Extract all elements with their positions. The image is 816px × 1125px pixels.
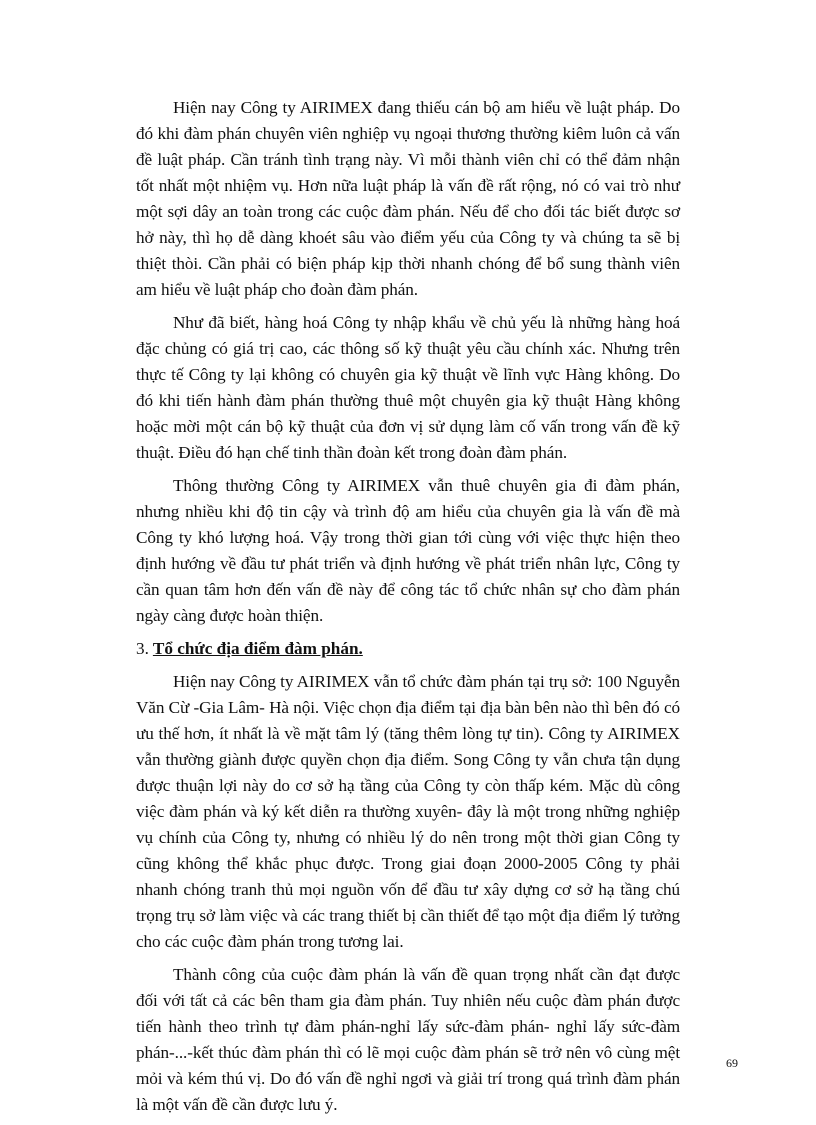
paragraph-rest-entertainment: Thành công của cuộc đàm phán là vấn đề quan trọng nhất cần đạt được đối với tất cả các bên tham gia đàm phán. Tuy nhiên nếu cuộc đàm phán được tiến hành theo trình tự đàm phán-nghỉ lấy sức-đàm phán- nghỉ lấy sức-đàm phán-...-kết thúc đàm phán thì có lẽ mọi cuộc đàm phán sẽ trở nên vô cùng mệt mỏi và kém thú vị. Do đó vấn đề nghỉ ngơi và giải trí trong quá trình đàm phán là một vấn đề cần được lưu ý. xyxy=(136,965,680,1114)
paragraph-venue: Hiện nay Công ty AIRIMEX vẫn tổ chức đàm phán tại trụ sở: 100 Nguyễn Văn Cừ -Gia Lâm- Hà nội. Việc chọn địa điểm tại địa bàn bên nào thì bên đó có ưu thế hơn, ít nhất là về mặt tâm lý (tăng thêm lòng tự tin). Công ty AIRIMEX vẫn thường giành được quyền chọn địa điểm. Song Công ty vẫn chưa tận dụng được thuận lợi này do cơ sở hạ tầng của Công ty còn thấp kém. Mặc dù công việc đàm phán và ký kết diễn ra thường xuyên- đây là một trong những nghiệp vụ chính của Công ty, nhưng có nhiều lý do nên trong một thời gian Công ty cũng không thể khắc phục được. Trong giai đoạn 2000-2005 Công ty phải nhanh chóng tranh thủ mọi nguồn vốn để đầu tư xây dựng cơ sở hạ tầng chú trọng trụ sở làm việc và các trang thiết bị cần thiết để tạo một địa điểm lý tưởng cho các cuộc đàm phán trong tương lai. xyxy=(136,672,680,951)
paragraph-legal-expertise: Hiện nay Công ty AIRIMEX đang thiếu cán bộ am hiểu về luật pháp. Do đó khi đàm phán chuyên viên nghiệp vụ ngoại thương thường kiêm luôn cả vấn đề luật pháp. Cần tránh tình trạng này. Vì mỗi thành viên chỉ có thể đảm nhận tốt nhất một nhiệm vụ. Hơn nữa luật pháp là vấn đề rất rộng, nó có vai trò như một sợi dây an toàn trong các cuộc đàm phán. Nếu để cho đối tác biết được sơ hở này, thì họ dễ dàng khoét sâu vào điểm yếu của Công ty và chúng ta sẽ bị thiệt thòi. Cần phải có biện pháp kịp thời nhanh chóng để bổ sung thành viên am hiểu về luật pháp cho đoàn đàm phán. xyxy=(136,98,680,299)
page-number: 69 xyxy=(726,1056,738,1070)
section-heading xyxy=(136,636,680,662)
document-body xyxy=(136,95,680,1125)
paragraph-hiring-experts: Thông thường Công ty AIRIMEX vẫn thuê chuyên gia đi đàm phán, nhưng nhiều khi độ tin cậy và trình độ am hiểu của chuyên gia là vấn đề mà Công ty khó lượng hoá. Vậy trong thời gian tới cùng với việc thực hiện theo định hướng về đầu tư phát triển và định hướng về phát triển nhân lực, Công ty cần quan tâm hơn đến vấn đề này để công tác tổ chức nhân sự cho đàm phán ngày càng được hoàn thiện. xyxy=(136,476,680,625)
paragraph-technical-expert: Như đã biết, hàng hoá Công ty nhập khẩu về chủ yếu là những hàng hoá đặc chủng có giá trị cao, các thông số kỹ thuật yêu cầu chính xác. Nhưng trên thực tế Công ty lại không có chuyên gia kỹ thuật về lĩnh vực Hàng không. Do đó khi tiến hành đàm phán thường thuê một chuyên gia kỹ thuật Hàng không hoặc mời một cán bộ kỹ thuật của đơn vị sử dụng làm cố vấn trong vấn đề kỹ thuật. Điều đó hạn chế tinh thần đoàn kết trong đoàn đàm phán. xyxy=(136,313,680,462)
section-number: 3. xyxy=(136,639,149,658)
section-title: Tổ chức địa điểm đàm phán. xyxy=(152,639,363,658)
